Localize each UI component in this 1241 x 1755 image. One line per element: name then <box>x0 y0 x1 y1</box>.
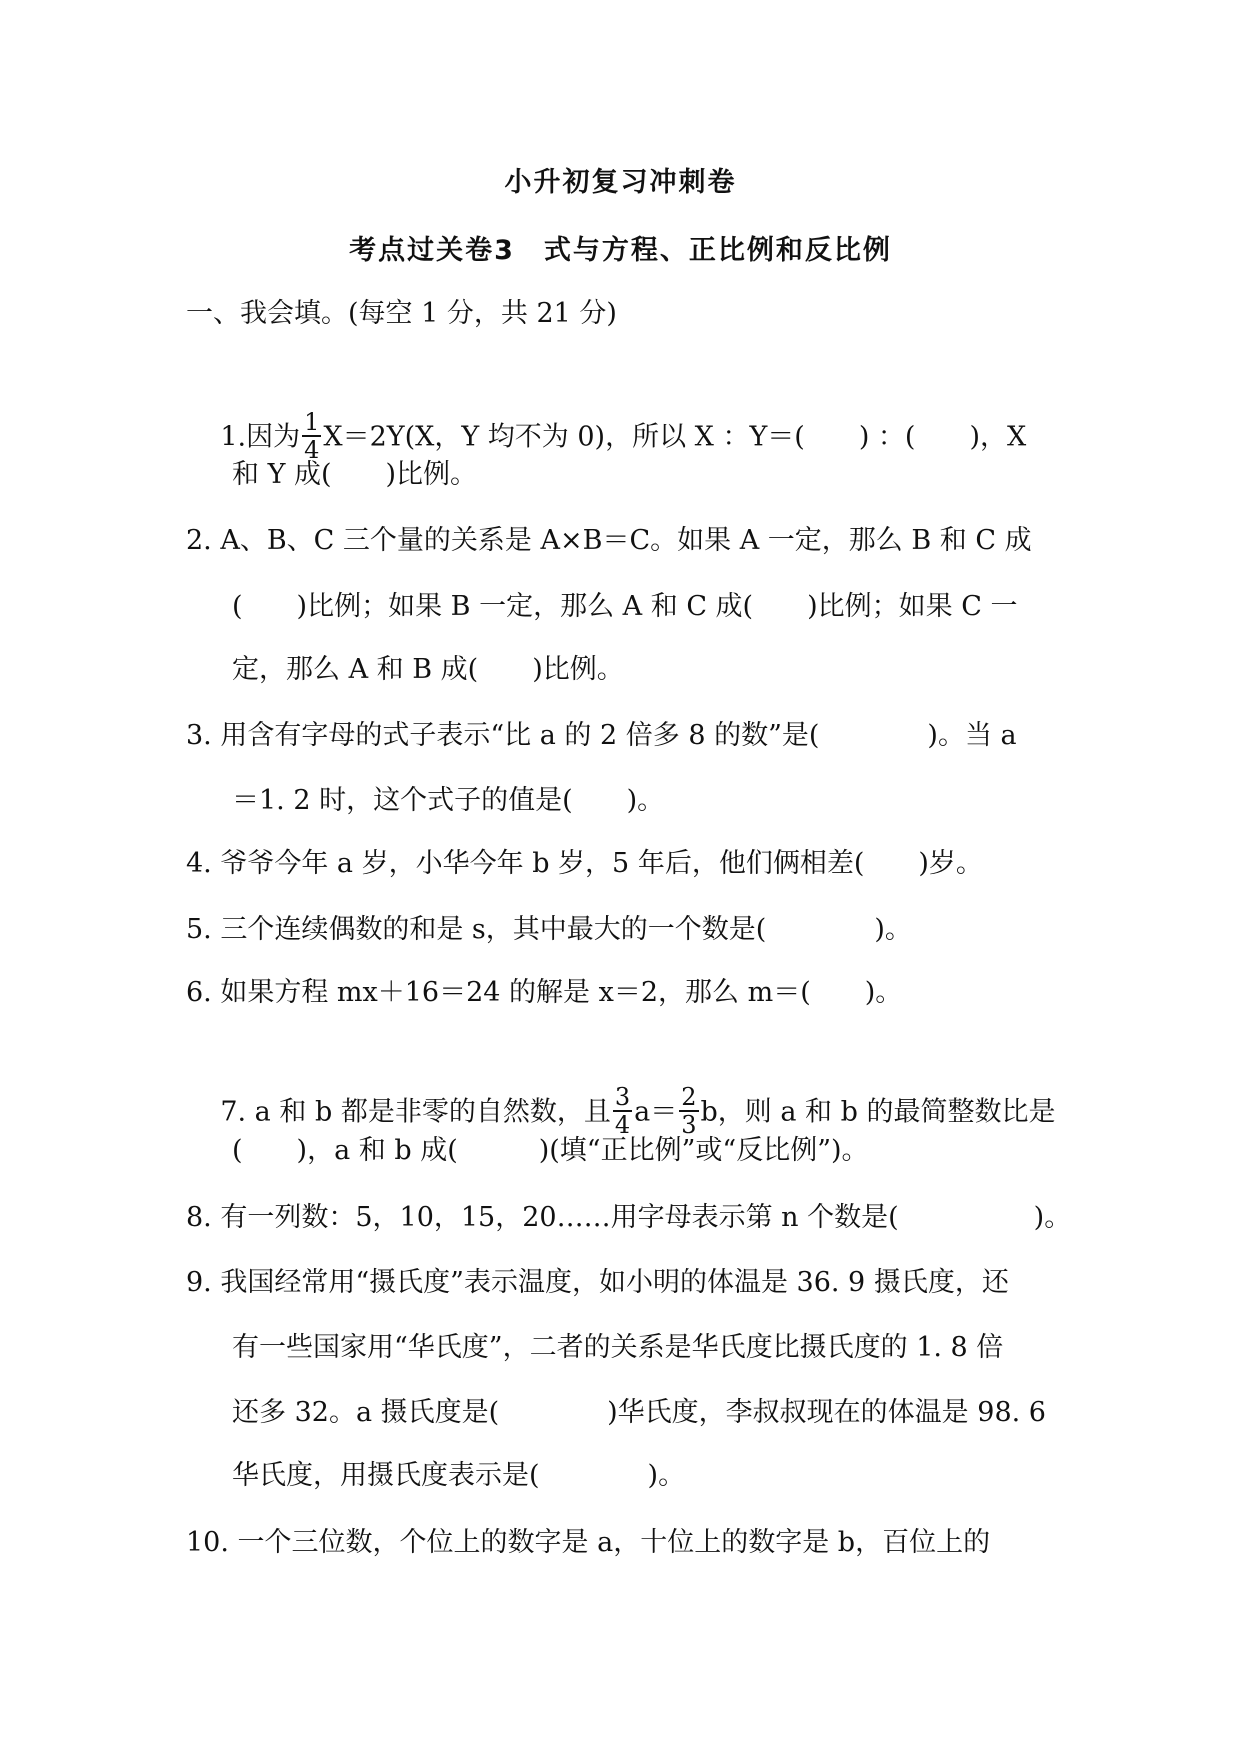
question-9-line-3: 还多 32。a 摄氏度是( )华氏度，李叔叔现在的体温是 98. 6 <box>232 1397 1046 1428</box>
fraction-numerator: 2 <box>681 1083 697 1111</box>
fraction-numerator: 3 <box>614 1083 631 1111</box>
question-5: 5. 三个连续偶数的和是 s，其中最大的一个数是( )。 <box>186 914 912 945</box>
section-heading: 一、我会填。(每空 1 分，共 21 分) <box>186 298 617 329</box>
q1-text-b: X＝2Y(X，Y 均不为 0)，所以 X ：Y＝( ) ：( )，X <box>323 421 1027 453</box>
question-3-line-1: 3. 用含有字母的式子表示“比 a 的 2 倍多 8 的数”是( )。当 a <box>186 720 1017 751</box>
fraction-two-thirds <box>679 1084 698 1138</box>
question-4: 4. 爷爷今年 a 岁，小华今年 b 岁，5 年后，他们俩相差( )岁。 <box>186 848 983 879</box>
question-9-line-4: 华氏度，用摄氏度表示是( )。 <box>232 1460 686 1491</box>
page-title: 小升初复习冲刺卷 <box>504 167 737 198</box>
fraction-denominator: 4 <box>304 436 320 464</box>
question-6: 6. 如果方程 mx＋16＝24 的解是 x＝2，那么 m＝( )。 <box>186 977 903 1008</box>
q7-text-a: 7. a 和 b 都是非零的自然数，且 <box>220 1096 611 1128</box>
question-10-line-1: 10. 一个三位数，个位上的数字是 a，十位上的数字是 b，百位上的 <box>186 1527 991 1558</box>
question-2-line-2: ( )比例；如果 B 一定，那么 A 和 C 成( )比例；如果 C 一 <box>232 591 1018 622</box>
question-3-line-2: ＝1. 2 时，这个式子的值是( )。 <box>232 785 665 816</box>
fraction-denominator: 3 <box>681 1111 697 1139</box>
q1-text-a: 1.因为 <box>220 421 301 453</box>
fraction-three-quarters <box>613 1084 632 1138</box>
question-1-line-2: 和 Y 成( )比例。 <box>232 459 478 490</box>
q7-text-b: a＝ <box>634 1096 678 1128</box>
fraction-numerator: 1 <box>304 408 320 436</box>
q7-text-c: b，则 a 和 b 的最简整数比是 <box>700 1096 1056 1128</box>
question-9-line-1: 9. 我国经常用“摄氏度”表示温度，如小明的体温是 36. 9 摄氏度，还 <box>186 1267 1009 1298</box>
question-2-line-3: 定，那么 A 和 B 成( )比例。 <box>232 654 624 685</box>
fraction-one-quarter <box>302 409 321 463</box>
page-subtitle: 考点过关卷3 式与方程、正比例和反比例 <box>349 235 892 266</box>
question-7-line-2: ( )，a 和 b 成( )(填“正比例”或“反比例”)。 <box>232 1135 869 1166</box>
question-8: 8. 有一列数：5，10，15，20……用字母表示第 n 个数是( )。 <box>186 1202 1072 1233</box>
question-2-line-1: 2. A、B、C 三个量的关系是 A×B＝C。如果 A 一定，那么 B 和 C 成 <box>186 525 1032 556</box>
question-9-line-2: 有一些国家用“华氏度”，二者的关系是华氏度比摄氏度的 1. 8 倍 <box>232 1332 1004 1363</box>
fraction-denominator: 4 <box>614 1111 631 1139</box>
